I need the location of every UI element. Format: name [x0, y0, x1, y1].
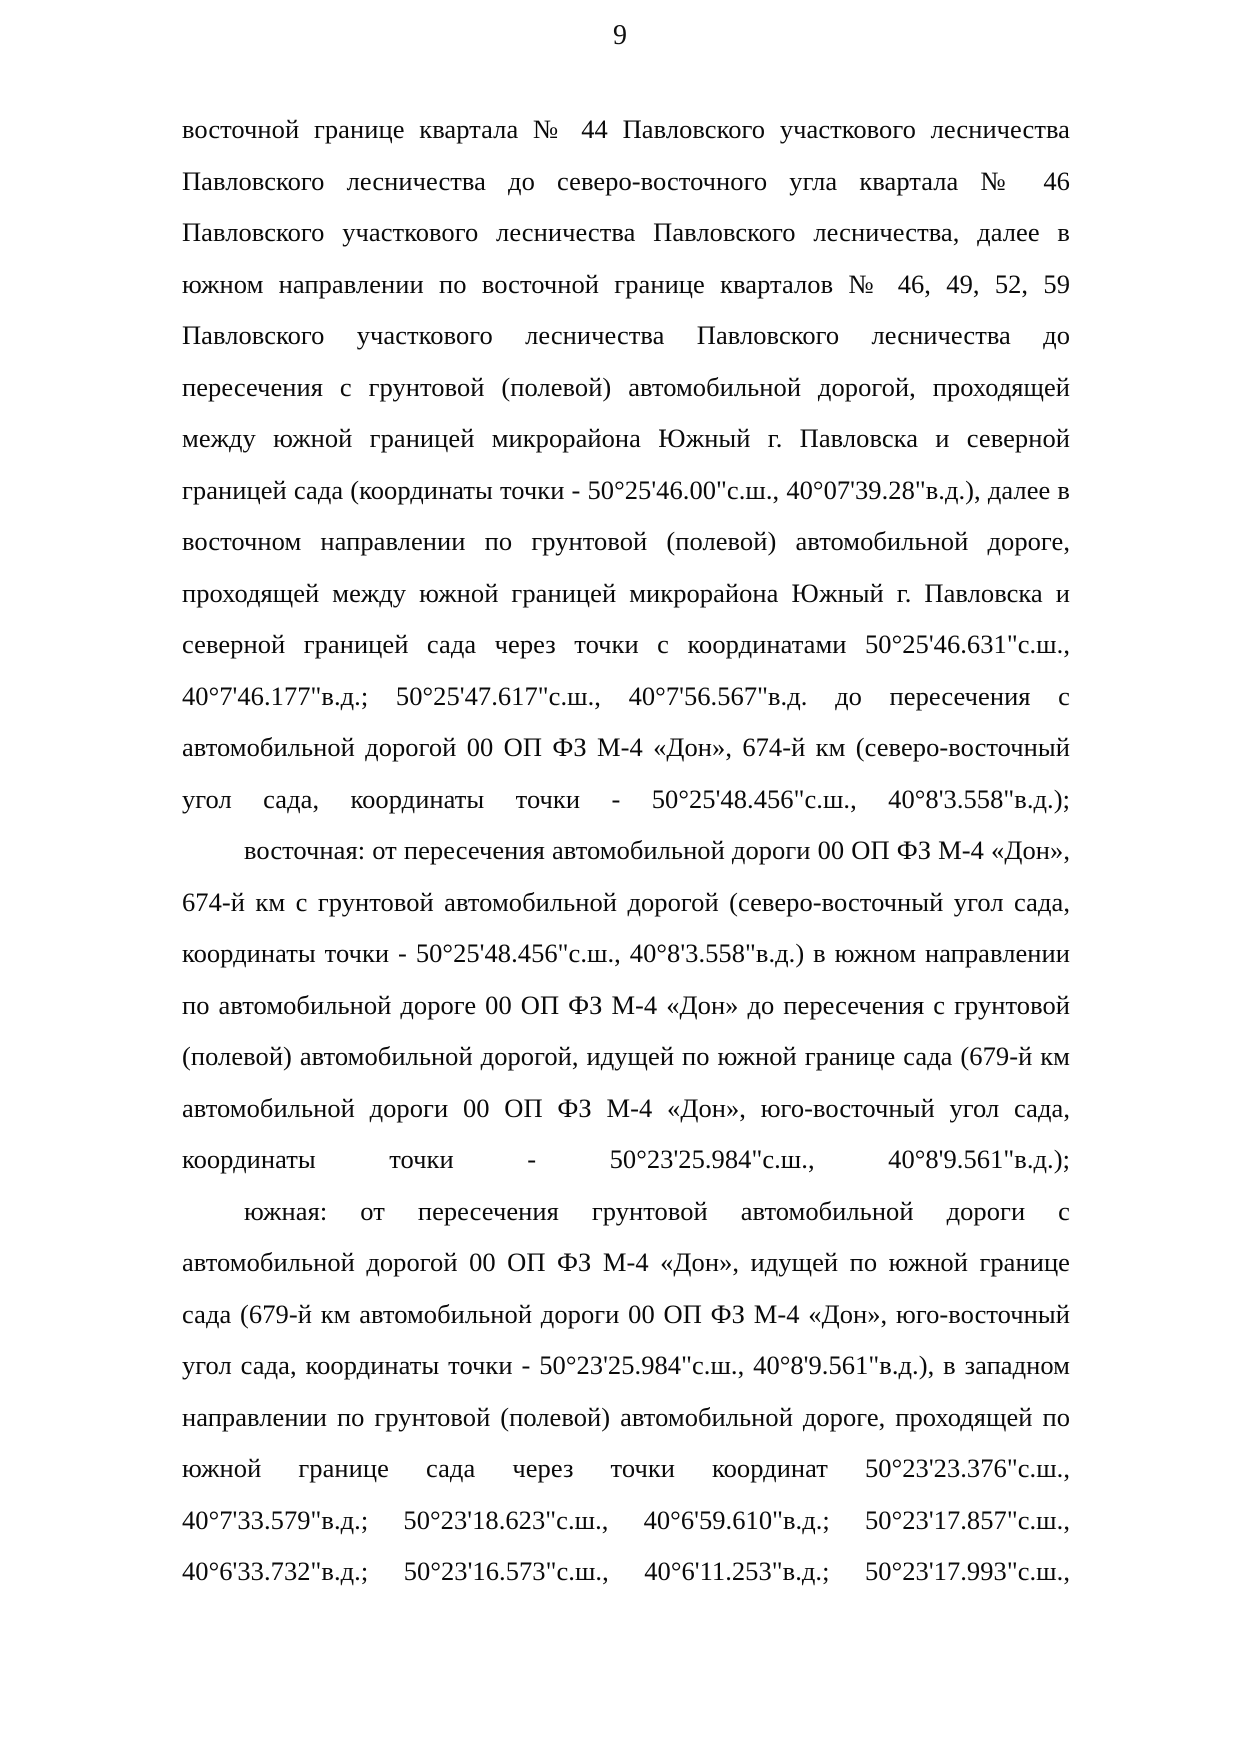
paragraph-continuation: восточной границе квартала № 44 Павловского участкового лесничества Павловского лесничества до северо-восточного угла квартала № 46 Павловского участкового лесничества Павловского лесничества, далее в южном направлении по восточной границе кварталов № 46, 49, 52, 59 Павловского участкового лесничества Павловского лесничества до пересечения с грунтовой (полевой) автомобильной дорогой, проходящей между южной границей микрорайона Южный г. Павловска и северной границей сада (координаты точки - 50°25'46.00"с.ш., 40°07'39.28"в.д.), далее в восточном направлении по грунтовой (полевой) автомобильной дороге, проходящей между южной границей микрорайона Южный г. Павловска и северной границей сада через точки с координатами 50°25'46.631"с.ш., 40°7'46.177"в.д.; 50°25'47.617"с.ш., 40°7'56.567"в.д. до пересечения с автомобильной дорогой 00 ОП ФЗ М-4 «Дон», 674-й км (северо-восточный угол сада, координаты точки - 50°25'48.456"с.ш., 40°8'3.558"в.д.);	[182, 114, 1070, 814]
page-number: 9	[613, 20, 627, 51]
paragraph-southern-boundary: южная: от пересечения грунтовой автомобильной дороги с автомобильной дорогой 00 ОП ФЗ М-4 «Дон», идущей по южной границе сада (679-й км автомобильной дороги 00 ОП ФЗ М-4 «Дон», юго-восточный угол сада, координаты точки - 50°23'25.984"с.ш., 40°8'9.561"в.д.), в западном направлении по грунтовой (полевой) автомобильной дороге, проходящей по южной границе сада через точки координат 50°23'23.376"с.ш., 40°7'33.579"в.д.; 50°23'18.623"с.ш., 40°6'59.610"в.д.; 50°23'17.857"с.ш., 40°6'33.732"в.д.; 50°23'16.573"с.ш., 40°6'11.253"в.д.; 50°23'17.993"с.ш.,	[182, 1195, 1070, 1586]
paragraph-eastern-boundary: восточная: от пересечения автомобильной дороги 00 ОП ФЗ М-4 «Дон», 674-й км с грунтовой автомобильной дорогой (северо-восточный угол сада, координаты точки - 50°25'48.456"с.ш., 40°8'3.558"в.д.) в южном направлении по автомобильной дороге 00 ОП ФЗ М-4 «Дон» до пересечения с грунтовой (полевой) автомобильной дорогой, идущей по южной границе сада (679-й км автомобильной дороги 00 ОП ФЗ М-4 «Дон», юго-восточный угол сада, координаты точки - 50°23'25.984"с.ш., 40°8'9.561"в.д.);	[182, 835, 1070, 1174]
document-body	[182, 104, 1070, 1598]
